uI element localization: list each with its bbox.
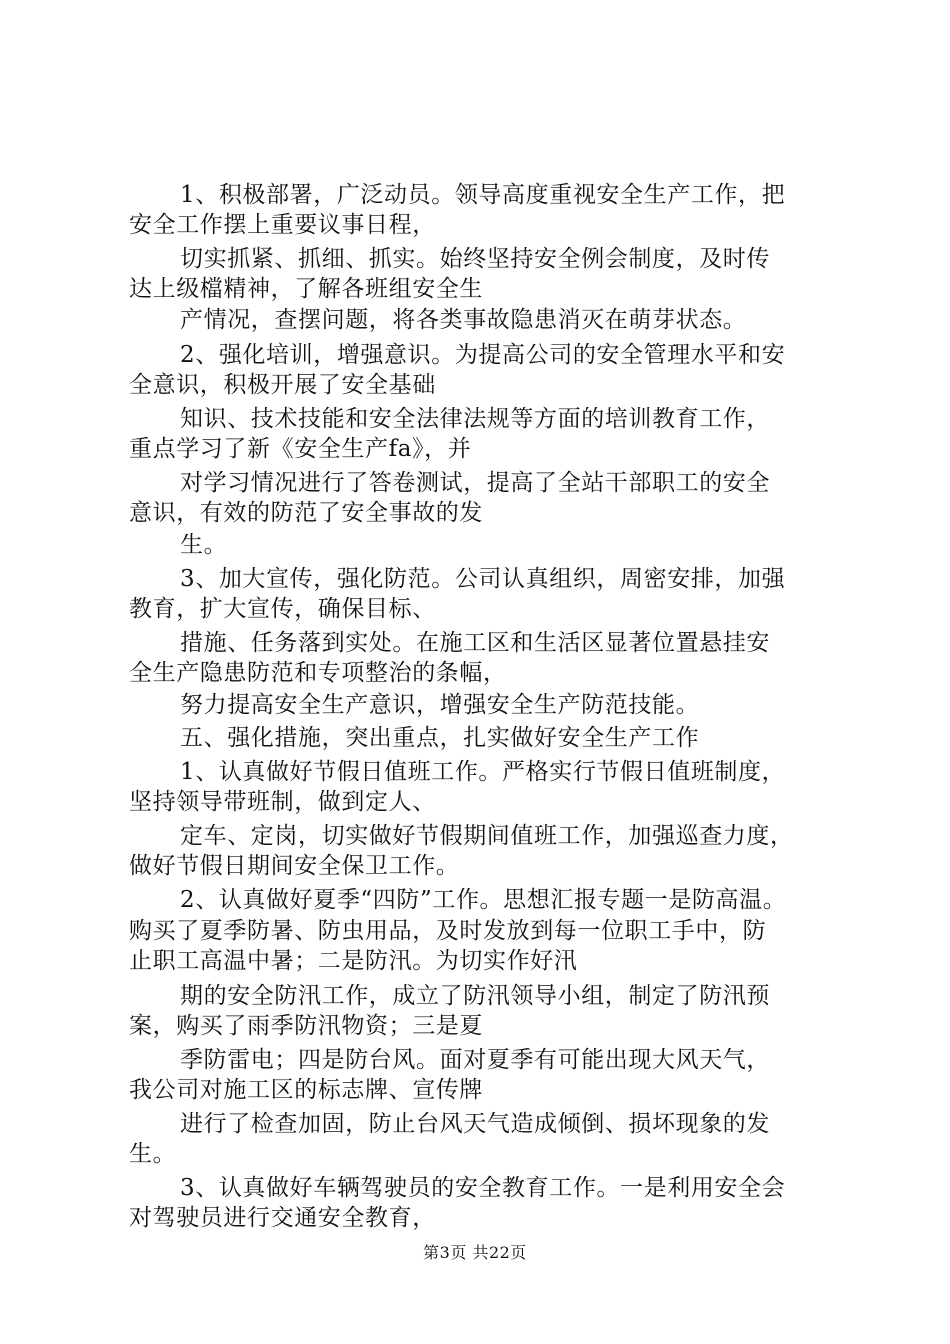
body-text-line: 2、认真做好夏季“四防”工作。思想汇报专题一是防高温。 bbox=[180, 887, 787, 913]
body-text-line: 3、认真做好车辆驾驶员的安全教育工作。一是利用安全会 bbox=[180, 1175, 786, 1201]
body-text-line: 对学习情况进行了答卷测试，提高了全站干部职工的安全 bbox=[180, 470, 770, 496]
body-text-line: 重点学习了新《安全生产fa》，并 bbox=[129, 436, 472, 462]
body-text-line: 购买了夏季防暑、防虫用品，及时发放到每一位职工手中，防 bbox=[129, 918, 767, 944]
body-text-line: 做好节假日期间安全保卫工作。 bbox=[129, 853, 460, 879]
body-text-line: 安全工作摆上重要议事日程， bbox=[129, 212, 436, 238]
body-text-line: 意识，有效的防范了安全事故的发 bbox=[129, 500, 483, 526]
body-text-line: 措施、任务落到实处。在施工区和生活区显著位置悬挂安 bbox=[180, 630, 770, 656]
body-text-line: 3、加大宣传，强化防范。公司认真组织，周密安排，加强 bbox=[180, 566, 786, 592]
body-text-line: 1、认真做好节假日值班工作。严格实行节假日值班制度， bbox=[180, 759, 786, 785]
body-text-line: 1、积极部署，广泛动员。领导高度重视安全生产工作，把 bbox=[180, 182, 786, 208]
body-text-line: 坚持领导带班制，做到定人、 bbox=[129, 789, 436, 815]
body-text-line: 生。 bbox=[129, 1141, 177, 1167]
body-text-line: 生。 bbox=[180, 532, 228, 558]
body-text-line: 全意识，积极开展了安全基础 bbox=[129, 372, 436, 398]
body-text-line: 产情况，查摆问题，将各类事故隐患消灭在萌芽状态。 bbox=[180, 307, 747, 333]
body-text-line: 案，购买了雨季防汛物资；三是夏 bbox=[129, 1013, 483, 1039]
body-text-line: 教育，扩大宣传，确保目标、 bbox=[129, 596, 436, 622]
body-text-line: 止职工高温中暑；二是防汛。为切实作好汛 bbox=[129, 948, 578, 974]
body-text-line: 进行了检查加固，防止台风天气造成倾倒、损坏现象的发 bbox=[180, 1111, 770, 1137]
body-text-line: 对驾驶员进行交通安全教育， bbox=[129, 1205, 436, 1231]
body-text-line: 期的安全防汛工作，成立了防汛领导小组，制定了防汛预 bbox=[180, 983, 770, 1009]
body-text-line: 切实抓紧、抓细、抓实。始终坚持安全例会制度，及时传 bbox=[180, 246, 770, 272]
body-text-line: 努力提高安全生产意识，增强安全生产防范技能。 bbox=[180, 692, 700, 718]
body-text-line: 知识、技术技能和安全法律法规等方面的培训教育工作， bbox=[180, 406, 770, 432]
body-text-line: 达上级檔精神，了解各班组安全生 bbox=[129, 276, 483, 302]
page-footer: 第3页 共22页 bbox=[423, 1243, 527, 1262]
body-text-line: 季防雷电；四是防台风。面对夏季有可能出现大风天气， bbox=[180, 1047, 770, 1073]
body-text-line: 定车、定岗，切实做好节假期间值班工作，加强巡查力度， bbox=[180, 823, 794, 849]
body-text-line: 全生产隐患防范和专项整治的条幅， bbox=[129, 660, 507, 686]
body-text-line: 2、强化培训，增强意识。为提高公司的安全管理水平和安 bbox=[180, 342, 786, 368]
body-text-line: 我公司对施工区的标志牌、宣传牌 bbox=[129, 1077, 483, 1103]
section-heading: 五、强化措施，突出重点，扎实做好安全生产工作 bbox=[180, 725, 700, 751]
